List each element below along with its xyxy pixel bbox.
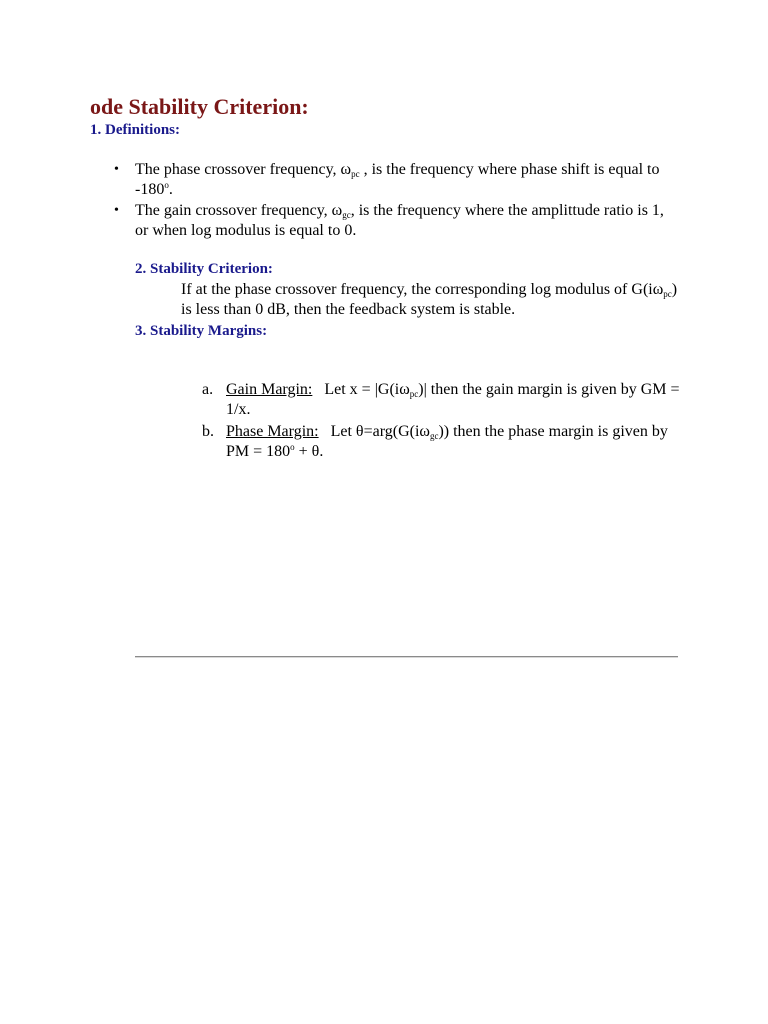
omega-symbol: ω [340,161,352,178]
subscript: pc [351,169,360,179]
definition-text: , is the frequency where the amplittude ratio is 1, or when log modulus is equal to 0. [135,202,664,239]
list-marker: a. [202,381,214,398]
margin-text: + θ. [294,443,324,460]
definition-gain-crossover [114,201,675,241]
stability-margins-heading: 3. Stability Margins: [135,323,268,339]
bullet-icon: • [114,203,119,218]
list-marker: b. [202,423,214,440]
criterion-text: ) is less than 0 dB, then the feedback system is stable. [181,281,678,318]
definition-text: The phase crossover frequency, [135,161,341,178]
definition-phase-crossover [114,160,675,200]
definition-text: , is the frequency where phase shift is equal to -180 [135,161,660,198]
margin-text: )| then the gain margin is given by GM = 1/x. [226,381,680,418]
criterion-text: If at the phase crossover frequency, the corresponding log modulus of G(i [181,281,653,298]
subscript: pc [663,289,672,299]
bullet-icon: • [114,162,119,177]
superscript: o [164,180,169,190]
subscript: gc [429,431,439,441]
superscript: o [290,442,295,452]
page-title: ode Stability Criterion: [90,94,309,119]
omega-symbol: ω [652,281,664,298]
margins-list [202,380,681,464]
gain-margin-label: Gain Margin: [226,381,313,398]
margin-text: Let θ=arg(G(i [318,423,420,440]
subscript: pc [409,389,419,399]
omega-symbol: ω [419,423,430,440]
gain-margin-item [202,380,681,420]
phase-margin-item [202,422,681,462]
stability-criterion-text [181,280,681,320]
stability-criterion-heading: 2. Stability Criterion: [135,261,273,277]
horizontal-divider [135,656,678,658]
margin-text: Let x = |G(i [312,381,400,398]
subscript: gc [342,210,351,220]
margin-text: )) then the phase margin is given by PM = 180 [226,423,668,460]
omega-symbol: ω [331,202,343,219]
definition-text: . [168,181,173,198]
definition-text: The gain crossover frequency, [135,202,332,219]
definitions-heading: 1. Definitions: [90,122,180,138]
omega-symbol: ω [399,381,410,398]
phase-margin-label: Phase Margin: [226,423,319,440]
definitions-list [114,160,675,242]
